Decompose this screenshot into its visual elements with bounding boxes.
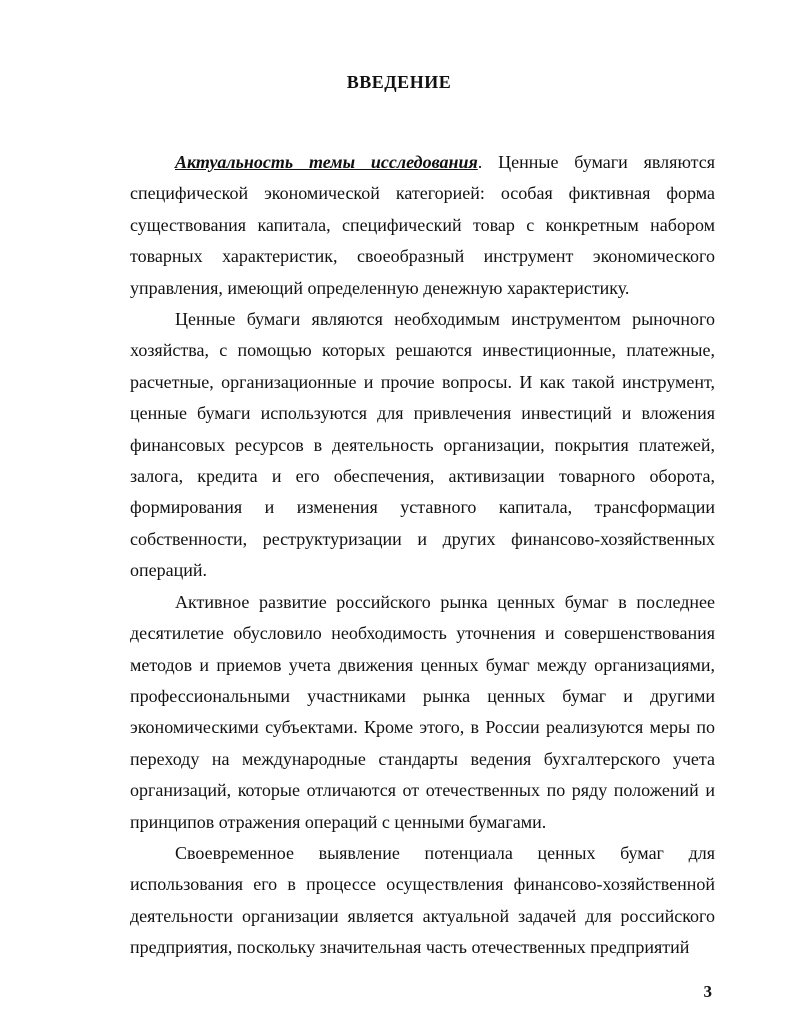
paragraph-relevance xyxy=(130,147,715,304)
topic-relevance-lead: Актуальность темы исследования xyxy=(175,152,478,172)
body-text xyxy=(130,147,715,964)
paragraph: Своевременное выявление потенциала ценных бумаг для использования его в процессе осуществления финансово-хозяйственной деятельности организации является актуальной задачей для российского предприятия, поскольку значительная часть отечественных предприятий xyxy=(130,842,715,958)
paragraph: Активное развитие российского рынка ценных бумаг в последнее десятилетие обусловило необходимость уточнения и совершенствования методов и приемов учета движения ценных бумаг между организациями, профессиональными участниками рынка ценных бумаг и другими экономическими субъектами. Кроме этого, в России реализуются меры по переходу на международные стандарты ведения бухгалтерского учета организаций, которые отличаются от отечественных по ряду положений и принципов отражения операций с ценными бумагами. xyxy=(130,591,715,832)
paragraph: Ценные бумаги являются необходимым инструментом рыночного хозяйства, с помощью которых решаются инвестиционные, платежные, расчетные, организационные и прочие вопросы. И как такой инструмент, ценные бумаги используются для привлечения инвестиций и вложения финансовых ресурсов в деятельность организации, покрытия платежей, залога, кредита и его обеспечения, активизации товарного оборота, формирования и изменения уставного капитала, трансформации собственности, реструктуризации и других финансово-хозяйственных операций. xyxy=(130,309,715,581)
page-title: ВВЕДЕНИЕ xyxy=(346,72,452,92)
paragraph-text: . Ценные бумаги являются специфической экономической категорией: особая фиктивная форма существования капитала, специфический товар с конкретным набором товарных характеристик, своеобразный инструмент экономического управления, имеющий определенную денежную характеристику. xyxy=(130,152,716,298)
page-number: 3 xyxy=(703,982,712,1001)
